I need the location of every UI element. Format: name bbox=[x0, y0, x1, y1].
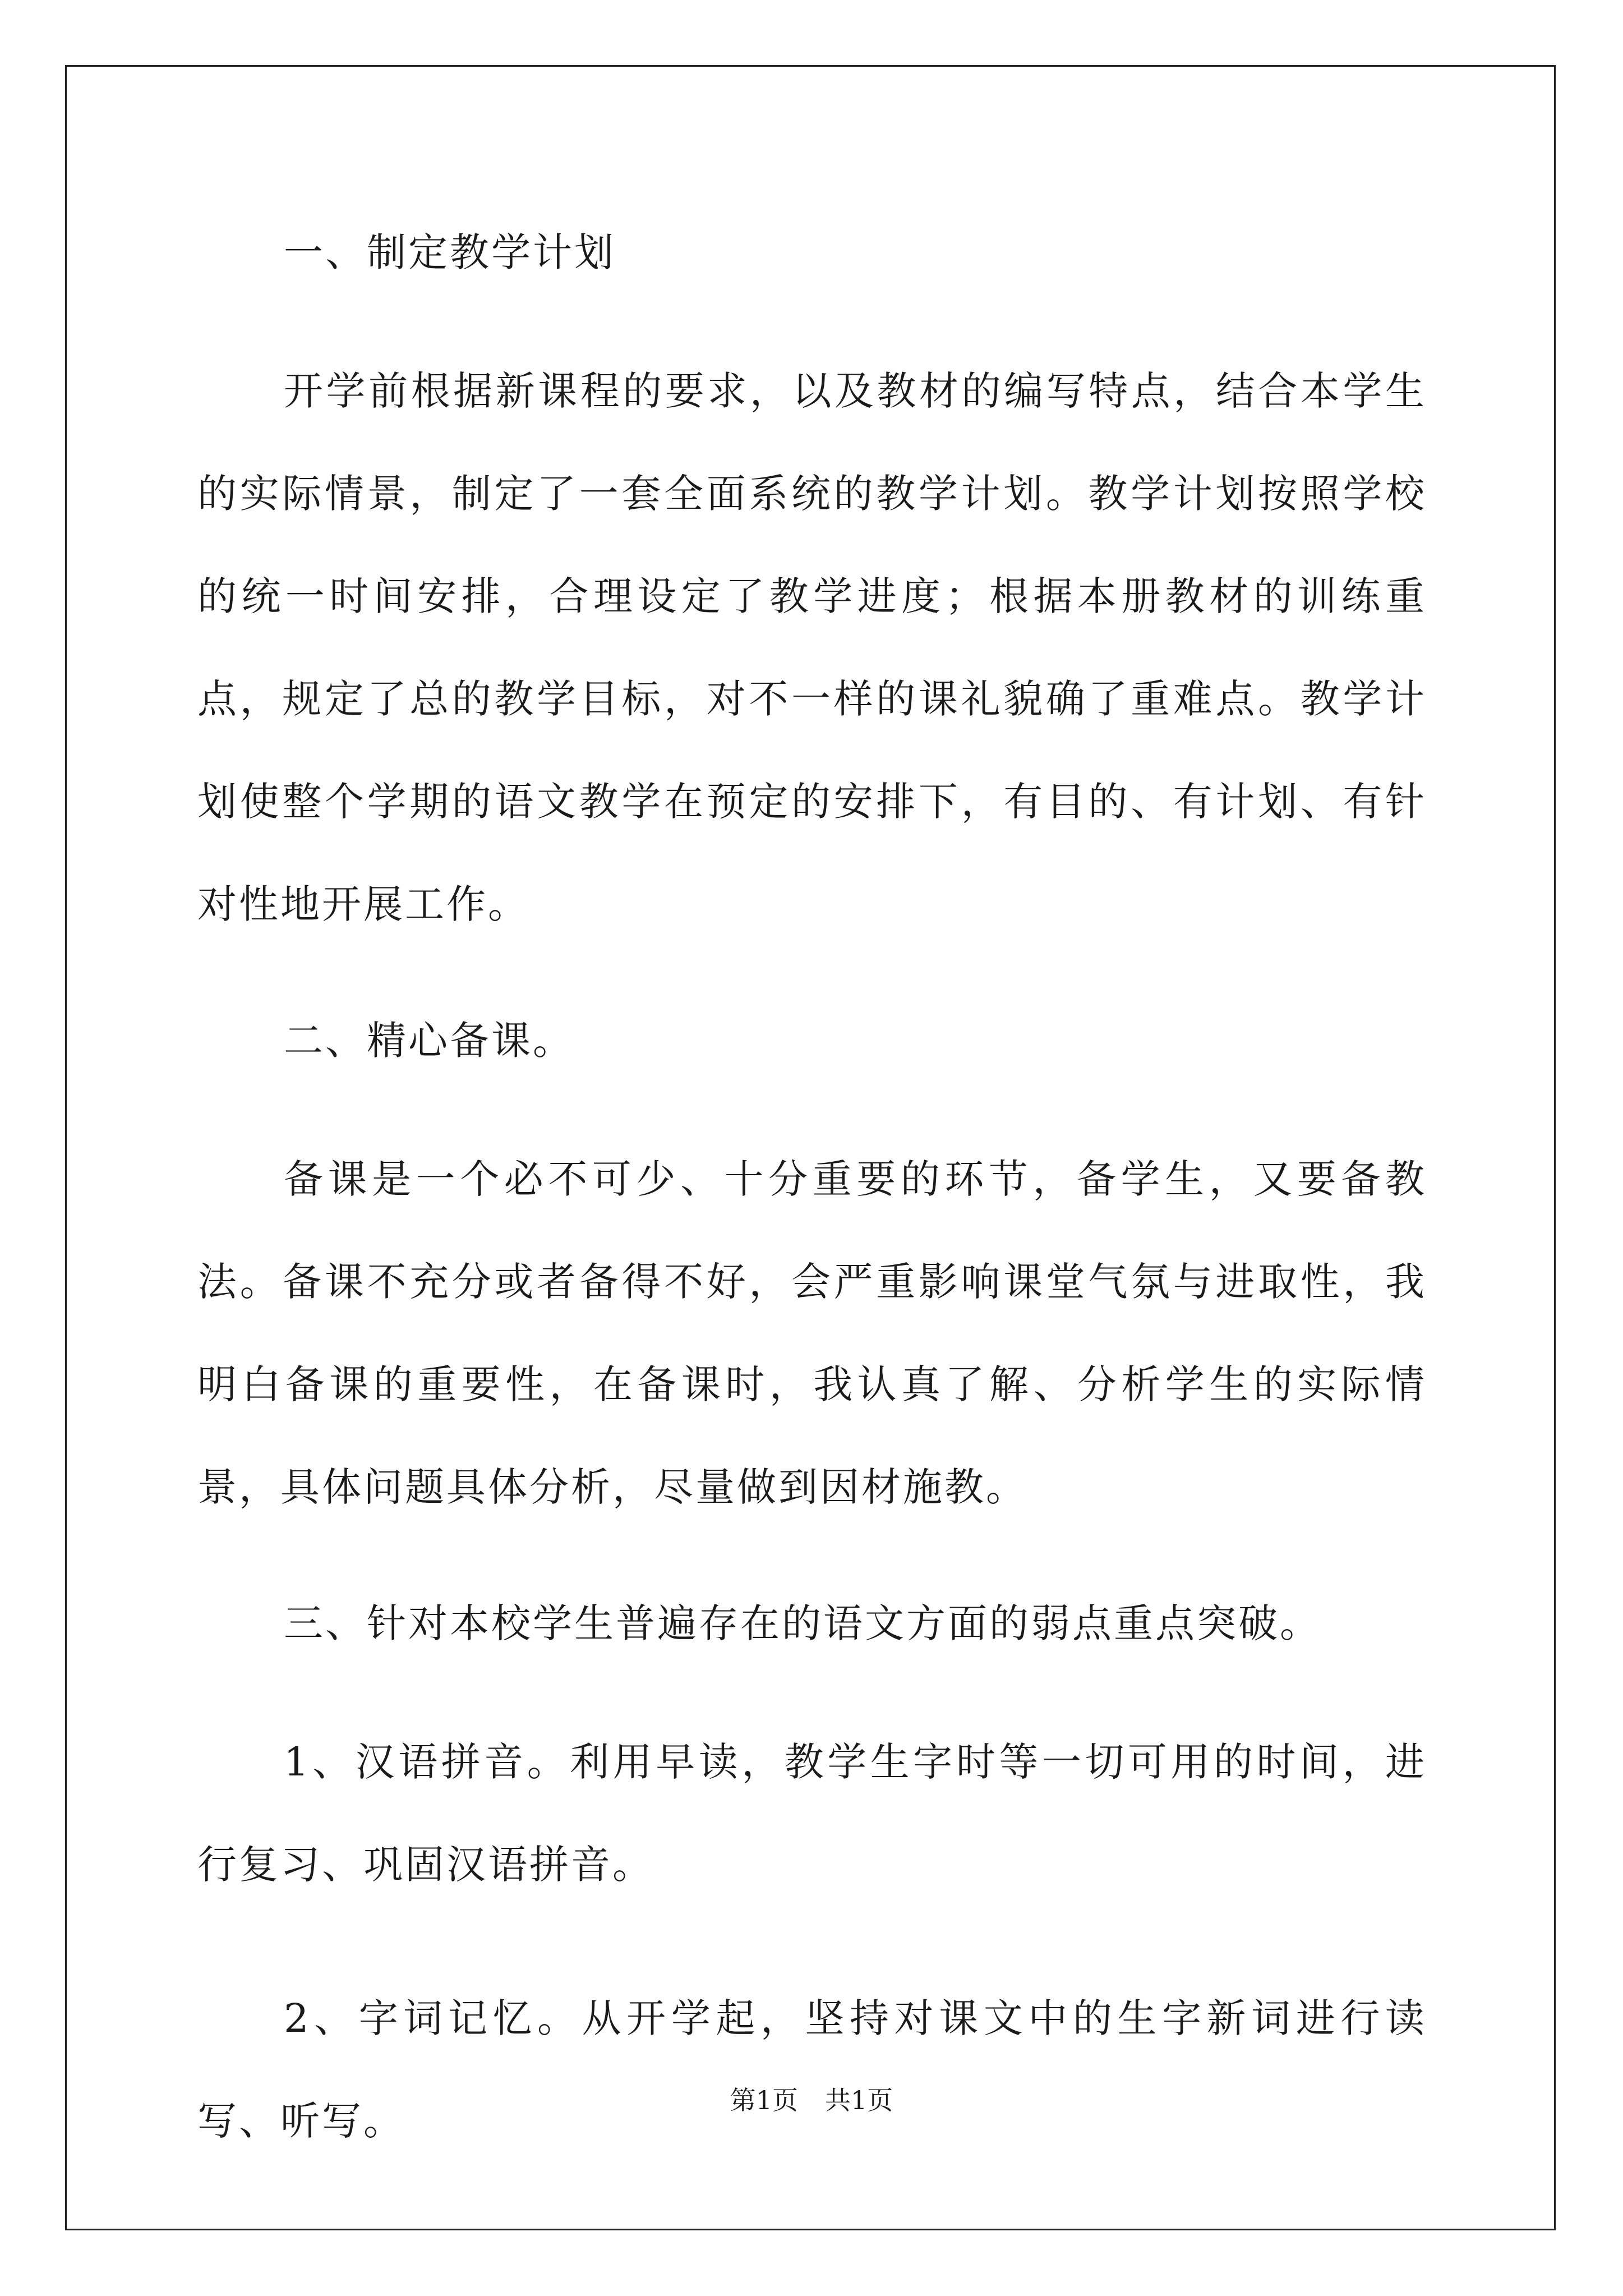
section-heading-3: 三、针对本校学生普遍存在的语文方面的弱点重点突破。 bbox=[284, 1600, 1321, 1646]
document-body bbox=[197, 219, 1427, 2224]
paragraph-3: 1、汉语拼音。利用早读，教学生字时等一切可用的时间，进行复习、巩固汉语拼音。 bbox=[197, 1739, 1427, 1888]
paragraph-2: 备课是一个必不可少、十分重要的环节，备学生，又要备教法。备课不充分或者备得不好，会严重影响课堂气氛与进取性，我明白备课的重要性，在备课时，我认真了解、分析学生的实际情景，具体问题具体分析，尽量做到因材施教。 bbox=[197, 1156, 1427, 1510]
section-heading-2: 二、精心备课。 bbox=[284, 1018, 574, 1064]
paragraph-4: 2、字词记忆。从开学起，坚持对课文中的生字新词进行读写、听写。 bbox=[197, 1995, 1427, 2144]
page-number: 第1页 bbox=[730, 2085, 798, 2115]
page-total: 共1页 bbox=[825, 2085, 893, 2115]
page-footer bbox=[0, 2083, 1623, 2117]
paragraph-1: 开学前根据新课程的要求，以及教材的编写特点，结合本学生的实际情景，制定了一套全面系统的教学计划。教学计划按照学校的统一时间安排，合理设定了教学进度；根据本册教材的训练重点，规定了总的教学目标，对不一样的课礼貌确了重难点。教学计划使整个学期的语文教学在预定的安排下，有目的、有计划、有针对性地开展工作。 bbox=[197, 368, 1427, 927]
section-heading-1: 一、制定教学计划 bbox=[284, 229, 616, 275]
